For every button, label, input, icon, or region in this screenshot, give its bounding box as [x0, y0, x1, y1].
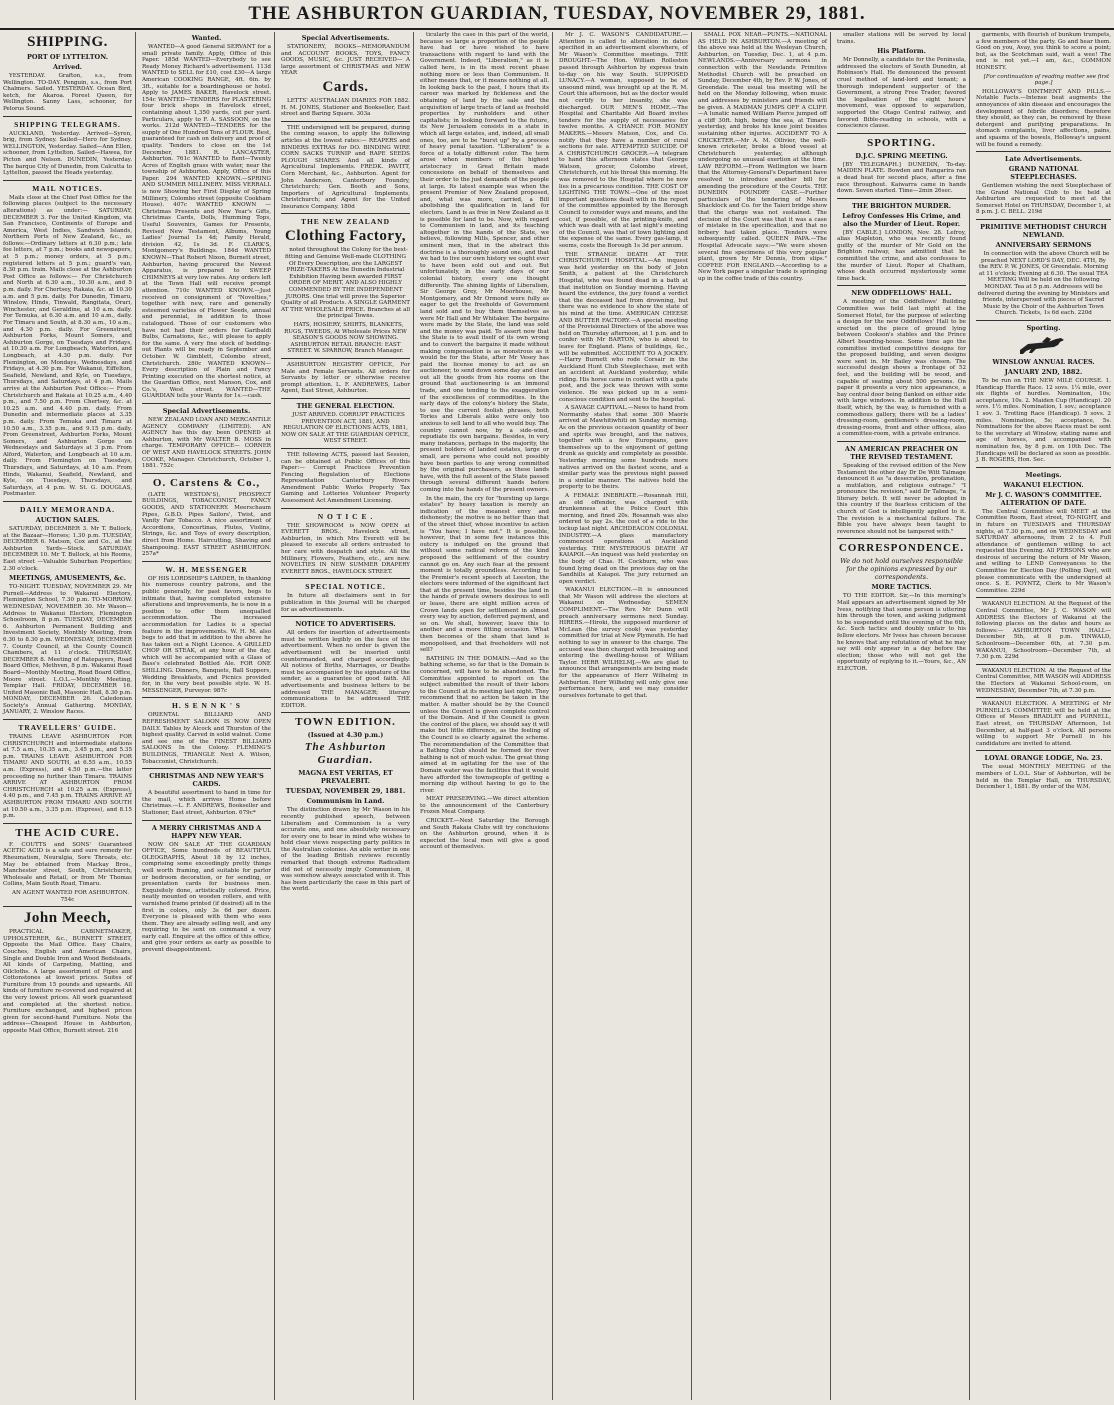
daily-memoranda-heading: DAILY MEMORANDA. — [19, 505, 116, 515]
general-election-text: JUST ARRIVED. CORRUPT PRACTICES PREVENTION ACT, 1881, AND REGULATION OF ELECTIONS ACTS, 1881, NOW ON SALE AT THE GUARDIAN OFFICE, WEST STREET. — [281, 411, 410, 445]
shipping-telegrams-text: AUCKLAND, Yesterday. Arrived—Syren, brig, from Sydney. Sailed—Hero for Sydney. WELLINGTON, Yesterday. Sailed—Ann Ellen, schooner, from Lyttelton. Sailed—Hawea, for Picton and Nelson. DUNEDIN, Yesterday. The barque City of Dunedin, from Calcutta to Lyttelton, passed the Heads yesterday. — [3, 130, 132, 177]
divider — [281, 398, 410, 399]
more-tactics-heading: MORE TACTICS. — [871, 583, 932, 592]
divider — [3, 180, 132, 181]
divider — [976, 597, 1111, 598]
divider — [281, 578, 410, 579]
column-1 — [0, 32, 136, 1400]
special-ads-heading: Special Advertisements. — [162, 407, 251, 416]
merry-christmas-heading: A MERRY CHRISTMAS AND A HAPPY NEW YEAR. — [151, 823, 262, 840]
editorial-continued: ticularly the case in this part of the world, because so large a proportion of the people have had or have wished to have transactions with regard to land with the Government. Indeed, "Liberalism," as it is called here, is in its most recent phase nothing more or less than Communism. It either means that, or it means nothing at all. In looking back to the past, I hours that its career was marked by fickleness and the obtaining of land by the sale and the acquisition of large tracts of land as freehold properties by runholders and other capitalists; in looking forward to the future, its New Jerusalem consists in a state in which all large estates, and, indeed, all small ones, too, are to be "burst up" by a process of heavy penal taxation. "Liberalism" is a force of a totally different color. The term arose when members of the highest aristocracy in Great Britain made concessions on behalf of themselves and their order to the just demands of the people at large. Its latest example was when the present Premier of New Zealand proposed, and, what was more, carried, a Bill abolishing the qualification in land for electors. Land is as free in New Zealand as it is possible for land to be. Now, with regard to Communism in land, and its teaching altogether in the hands of the State, we believe, following Mills, Spencer, and other eminent men, that in the abstract this doctrine is a thoroughly sound one, and that we had to live our own history we ought ever to have been sold out and out. But unfortunately, in the early days of our colonial history, every one thought differently. The shining lights of Liberalism, Sir George Grey, Mr Moorhouse, Mr Montgomery, and Mr Ormond were fully as eager to get the freeholds of Government land sold and to buy them themselves as were Mr Hall and Mr Whitaker. The bargains were made by the State, the land was sold and the money was paid. To assert now that the State is to avail itself of its own wrong and to convert the bargains it made without making compensation is as monstrous as it would be for the State, after Mr Vesey has paid the license money to act as an auctioneer, to send down some day and clear out all the goods from his rooms on the ground that auctioneering is an immoral trade, and one tending to the exaggeration of the excellences of commodities. In the early days of the colony's history the State, to use the current foolish phrases, both Tories and Liberals alike were only too anxious to sell land to all who would buy. The country cannot now, by a side-wind, repudiate its own bargains. Besides, in very many instances, perhaps in the majority, the present holders of landed estates, large or small, are persons who could not possibly have been parties to any wrong committed by the original purchasers, as these lands have, with the full assent of the State passed through several different hands before coming into the hands of the present owners. — [420, 32, 549, 493]
winslow-text: To be run on THE NEW MILE COURSE. 1. Handicap Hurdle Race. 12 sovs. 1¼ mile, over six flights of hurdles. Nomination, 10s; acceptance, 10s. 2. Maiden Cup (Handicap). 20 sovs. 1½ miles. Nomination, 1 sov.; acceptance 1 sov. 3. Trotting Race (Handicap). 5 sovs. 2 miles. Nomination, 5s; acceptance, 5s. Nominations for the above Races must be sent to the secretary at Winslow, stating name and age of horses, and accompanied with nomination fee, by 8 p.m. on 10th Dec. The Handicaps will be declared as soon as possible. J. B. ROGERS, Hon. Sec. — [976, 378, 1111, 464]
wanted-heading: Wanted. — [191, 34, 222, 42]
orange-lodge-heading: LOYAL ORANGE LODGE, No. 23. — [984, 754, 1103, 763]
column-2 — [139, 32, 275, 1400]
messenger-heading: W. H. MESSENGER — [165, 564, 248, 574]
wason-wakanui-text: WAKANUI ELECTION. At the Request of the Central Committee, MR WASON will ADDRESS the Electors at Wakanui School-room, on WEDNESDAY, December 7th, at 7.30 p.m. — [976, 667, 1111, 694]
oddfellows-heading: NEW ODDFELLOWS' HALL. — [851, 289, 952, 298]
continuation-note: [For continuation of reading matter see first page.] — [983, 73, 1110, 87]
guardian-title: The Ashburton Guardian. — [304, 741, 387, 767]
travellers-guide-heading: TRAVELLERS' GUIDE. — [18, 723, 117, 733]
clothing-goods-text: HATS, HOSIERY, SHIRTS, BLANKETS, RUGS, TWEEDS, At Wholesale Prices NEW SEASON'S GOODS NOW SHOWING. ASHBURTON RETAIL BRANCH: EAST STREET. W. SPARROW, Branch Manager. — [284, 322, 407, 355]
clothing-factory-text: noted throughout the Colony for the best-fitting and Genuine Well-made CLOTHING Of Every Description, are the LARGEST PRIZE-TAKERS At the Dunedin Industrial Exhibition Having been awarded FIRST ORDER OF MERIT, AND ALSO HIGHLY COMMENDED BY THE INDEPENDENT JURORS. One trial will prove the Superior Quality of all Products. A SINGLE GARMENT AT THE WHOLESALE PRICE. Branches at all the principal Towns. — [281, 247, 410, 320]
sporting-heading: SPORTING. — [867, 136, 936, 149]
column-8 — [973, 32, 1114, 1400]
divider — [837, 198, 966, 199]
divider — [976, 697, 1111, 698]
acid-cure-text: F. COUTTS and SONS' Guaranteed ACETIC ACID is a safe and sure remedy for Rheumatism, Neuralgia, Sore Throats, etc. May be obtained from Mackay Bros., Manchester street, South, Christchurch, Wholesale and Retail, or from Mr Thomas Collins, Main South Road, Timaru. — [3, 841, 132, 888]
orange-lodge-text: The usual MONTHLY MEETING of the members of L.O.L. Star of Ashburton, will be held in the Templar Hall, on THURSDAY, December 1, 1881. By order of the W.M. — [976, 764, 1111, 791]
notice-to-advertisers-heading: NOTICE TO ADVERTISERS. — [295, 620, 396, 629]
shipping-heading: SHIPPING. — [27, 34, 108, 50]
divider — [837, 441, 966, 442]
arrived-heading: Arrived. — [52, 63, 83, 71]
agent-wanted-text: AN AGENT WANTED FOR ASHBURTON. 754c — [12, 889, 129, 903]
pavitt-text: THE undersigned will be prepared, during the coming season, to apply the following articles at the lowest rates:— REAPERS and BINDERS EXTRAS for DO. BINDING WIRE CORN SACKS TURNIP and RAPE SEEDS PLOUGH SHARES And all kinds of Agricultural Implements. FREDK. PAVITT, Corn Merchant, &c., Ashburton. Agent for John Anderson, Canterbury Foundry, Christchurch; Gen. Booth and Sons, Importers of Agricultural Implements, Christchurch; and Agent for the United Insurance Company. 180d — [281, 124, 410, 210]
clothing-factory-heading: Clothing Factory, — [285, 228, 406, 245]
column-4 — [417, 32, 553, 1400]
wason-committee-heading: Mr J. C. WASON'S COMMITTEE. ALTERATION OF DATE. — [985, 490, 1102, 507]
divider — [142, 561, 271, 562]
notice-heading: N O T I C E . — [317, 511, 374, 521]
loan-agency-text: NEW ZEALAND LOAN AND MERCANTILE AGENCY COMPANY (LIMITED). AN AGENCY has this day been OPENED at Ashburton, with Mr WALTER B. MOSS in charge. TEMPORARY OFFICE— CORNER OF WEST AND HAVELOCK STREETS. JOHN COOKE, Manager. Christchurch, October 1, 1881. 752c — [142, 417, 271, 470]
correspondence-disclaimer: We do not hold ourselves responsible for the opinions expressed by our correspondents. — [840, 557, 963, 582]
messenger-text: OF HIS LORDSHIP'S LARDER, In thanking his numerous country patrons, and the public generally, for past favors, begs to intimate that, having completed extensive alterations and improvements, he is now in a position to offer them unequalled accommodation. The increased accommodation for Ladies is a special feature in the improvements. W. H. M. also begs to add that in addition to the above he has taken out a Night Licence. A GRILLED CHOP OR STEAK, at any hour of the day, which will be accompanied with a Glass of Bass's celebrated Bottled Ale. FOR ONE SHILLING. Dinners, Banquets, Ball Suppers, Wedding Breakfasts, and Picnics provided for, in the very best possible style. W. H. MESSENGER, Purveyor. 987c — [142, 575, 271, 694]
special-ads-heading-2: Special Advertisements. — [301, 34, 390, 42]
local-news-2: THE STRANGE DEATH AT THE CHRISTCHURCH HOSPITAL.—An inquest was held yesterday on the body of John Smith, a patient at the Christchurch Hospital, who was found dead in a bath at that institution on Sunday morning. Having heard the evidence, the jury found a verdict that the deceased had from drowning, but there was no evidence to show the state of his mind at the time. AMERICAN CHEESE AND BUTTER FACTORY.—A special meeting of the Provisional Directors of the above was held on Thursday afternoon, at 1 p.m. and to confer with Mr BARTON, who is about to leave for England. Plans of buildings, &c., will be submitted. ACCIDENT TO A JOCKEY.—Harry Burnett who rode Corsair in the Auckland Hunt Club Steeplechase, met with an accident at Auckland yesterday, while riding. His horse came in contact with a gate post, and the jock was thrown with some violence. He was picked up in a semi-conscious condition and sent to the hospital. — [559, 251, 688, 403]
divider — [976, 151, 1111, 152]
sporting-heading-2: Sporting. — [1026, 324, 1061, 332]
meetings-heading-2: Meetings. — [1025, 470, 1062, 479]
communism-heading: Communism in Land. — [306, 797, 385, 806]
meetings-heading: MEETINGS, AMUSEMENTS, &c. — [8, 574, 127, 583]
divider — [837, 133, 966, 134]
divider — [976, 664, 1111, 665]
wason-address-text: WAKANUI ELECTION. At the Request of the Central Committee, Mr J. C. WASON will ADDRESS the Electors of Wakanui at the following places on the dates and hours as follows:— ASHBURTON TOWN HALL—December 5th, at 8 p.m. TINWALD, Schoolroom—December 6th, at 7.30 p.m. WAKANUI, Schoolroom—December 7th, at 7.30 p.m. 229d — [976, 601, 1111, 661]
djc-heading: D.J.C. SPRING MEETING. — [855, 151, 948, 160]
column-3 — [278, 32, 414, 1400]
divider — [142, 768, 271, 769]
divider — [142, 403, 271, 404]
letter-continued: garments, with flourish of bunkum trumpets, a few members of the party. Go and hear them. Good on you, Avay, you think to score a point; but, as the Scotchman said, wait a wee! The end is not yet.—I am, &c., COMMON HONESTY. — [976, 32, 1111, 71]
acid-cure-heading: THE ACID CURE. — [15, 826, 120, 839]
special-notice-text: In future all disclaimers sent in for publication in this Journal will be charged for as advertisements. — [281, 593, 410, 613]
notice-to-advertisers-text: All orders for insertion of advertisements must be written legibly on the face of the advertisement. When no order is given the advertisement will be inserted until countermanded, and charged accordingly. All notices of Births, Marriages, or Deaths must be accompanied by the signature of the sender, as a guarantee of good faith. All advertisements and business letters to be addressed THE MANAGER; literary communications to be addressed THE EDITOR. — [281, 630, 410, 709]
divider — [281, 712, 410, 713]
senn-text: ORIENTAL BILLIARD AND REFRESHMENT SALOON IS NOW OPEN DAILY. Tables by Alcock and Thurston of the highest quality. Carved in solid walnut. Come and see one of the FINEST BILLIARD SALOONS In the Colony. FLEMING'S BUILDINGS, TRIANGLE Next A. Wilson, Tobacconist, Christchurch. — [142, 712, 271, 765]
divider — [142, 820, 271, 821]
divider — [976, 467, 1111, 468]
sporting-text: [BY TELEGRAPH.] DUNEDIN, To-day. MAIDEN PLATE. Bowden and Rangarira ran a dead heat for second place, after a fine race throughout. Kaiwarra came in hands down. Seven started. Time—2min 26sec. — [837, 161, 966, 195]
brighton-heading: THE BRIGHTON MURDER. — [851, 201, 952, 210]
divider — [837, 285, 966, 286]
divider — [3, 719, 132, 720]
wakanui-heading: WAKANUI ELECTION. — [1003, 480, 1084, 489]
divider — [281, 358, 410, 359]
issue-date: TUESDAY, NOVEMBER 29, 1881. — [285, 787, 406, 796]
local-news-3: A SAVAGE CAPTIVAL.—News to hand from Normanby states that some 300 Maoris arrived at Mawhitiwhiti on Sunday morning. As on the previous occasion quantity of beer and spirits was brought, and the natives, together with a few Europeans, gave themselves up to the enjoyment of getting drunk as quickly and completely as possible. Yesterday morning some hundreds more natives arrived on the fastest scene, and a similar party was the previous night passed in a similar manner. The natives hold the property to be theirs. — [559, 405, 688, 491]
christmas-cards-heading: CHRISTMAS AND NEW YEAR'S CARDS. — [149, 772, 264, 789]
nz-heading: THE NEW ZEALAND — [300, 217, 391, 227]
divider — [281, 213, 410, 214]
port-heading: PORT OF LYTTELTON. — [27, 53, 108, 61]
column-6 — [695, 32, 831, 1400]
local-news-5: WAKANUI ELECTION.—It is announced that Mr Wason will address the electors at Wakanui on Wednesday. SEMEN COMPLIMENT.—The Rev. Mr Dunn will preach anniversary sermons next Sunday. HIRERS.—Hiroki, the supposed murderer of McLean (the survey cook) was yesterday committed for trial at New Plymouth. He had nothing to say in answer to the charge. The accused was then charged with breaking and entering the dwelling-house of William Taylor. HERR WILHELMJ.—We are glad to announce that arrangements are being made for the appearance of Herr Wilhelmj in Ashburton. Herr Wilhelmj will only give one performance here, and we may consider ourselves fortunate to get that. — [559, 587, 688, 699]
racehorse-icon — [1014, 334, 1074, 356]
oddfellows-text: A meeting of the Oddfellows' Building Committee was held last night at the Somerset Hotel, for the purpose of selecting a design for the new Oddfellows' Hall to be erected on the piece of ground lying between Cookson's stables and the Prince Albert boarding-house. Some time ago the committee invited competitive designs for the proposed building, and seven designs were sent in. Mr Bailey was chosen. The successful design shows a frontage of 52 feet, and the building will be wood, and capable of seating about 500 persons. On paper it presents a very nice appearance, a bay central door being flanked on either side with large windows. In addition to the Hall itself, which, by the way, is furnished with a commodious gallery, there will be a ladies' dressing-room, gentlemen's dressing-room, dressing-rooms, front and other offices, also a committee-room, with a private entrance. — [837, 299, 966, 438]
local-news-1: Mr J. C. WASON'S CANDIDATURE.—Attention is called to alteration in dates specified in an advertisement elsewhere, of Mr Wason's Committee meetings. THE DROUGHT.—The Hon. William Rolleston passed through Ashburton by express train to-day on his way South. SUPPOSED LUNACY.—A woman, supposed to be of unsound mind, was brought up at the R. M. Court this afternoon, but as the doctor would not certify to her insanity, she was discharged. OUR MEN'S HOME.—The Hospital and Charitable Aid Board invites tenders for the supply of necessaries for twelve months. A CHANCE FOR MONEY MAKERS.—Messrs Matson, Cox, and Co. notify that they have a number of rural sections for sale. ATTEMPTED SUICIDE OF A CHRISTCHURCH GROCER.—A telegram to hand this afternoon states that George Watson, grocer, Colombo street, Christchurch, cut his throat this morning. He was removed to the Hospital where he now lies in a precarious condition. THE COST OF LIGHTING THE TOWN.—One of the most important questions dealt with in the report of the committee appointed by the Borough Council to consider ways and means, and the cost, if possible, of the printing-knife, and which was dealt with at last night's meeting of the Council, was that of town lighting and the expense of the same. Every gas-lamp, it seems, costs the Borough 1s 3d per annum. — [559, 32, 688, 249]
john-meech-text: PRACTICAL CABINETMAKER, UPHOLSTERER, &c., BURNETT STREET, Opposite the Mail Office. Easy Chairs, Couches, English and American Chairs, Single and Double Iron and Wood Bedsteads. All kinds of Carpeting, Matting, and Oilcloths. A large assortment of Pipes and Cottonstones at lowest prices. Suites of Furniture from 15 pounds and upwards. All kinds of furniture re-covered and repaired at the very lowest prices. All work guaranteed and completed at the shortest notice. Furniture exchanged, and highest prices given for second-hand Furniture. Note the address—Cheapest House in Ashburton, opposite Mail Office, Burnett street. 216 — [3, 929, 132, 1035]
divider — [281, 448, 410, 449]
editorial-text: The distinction drawn by Mr Wason in his recently published speech, between Liberalism and Communism is a very accurate one, and one absolutely necessary for every one to bear in mind who wishes to hold clear views respecting party politics in the Australian colonies. An able writer in one of the leading British reviews recently remarked that though extreme Radicalism did not of necessity imply Communism, it was somehow always associated with it. This has been particularly the case in this part of the world. — [281, 807, 410, 893]
steeplechase-heading: GRAND NATIONAL STEEPLECHASES. — [1008, 165, 1079, 182]
general-election-heading: THE GENERAL ELECTION. — [296, 401, 395, 410]
carstens-text: (LATE WESTON'S), PROSPECT BUILDINGS, TOBACCONIST, FANCY GOODS, AND STATIONERY. Meerschaum Pipes, G.B.D. Pipes Sailors', Twist, and Vanity Fair Tobacco. A nice assortment of Accordions, Concertinas, Flutes, Violins, Strings, &c. and Toys of every description, direct from Home. Haircutting, Shaving and Shampooing. EAST STREET ASHBURTON. 257a* — [142, 491, 271, 558]
purnell-text: WAKANUI ELECTION. A MEETING of Mr PURNELL'S COMMITTEE will be held at the Offices of Messrs BRADLEY and PURNELL, East street, on THURSDAY Afternoon, 1st December, at half-past 3 o'clock. All persons willing to support Mr Purnell in his candidature are invited to attend. — [976, 701, 1111, 747]
steeplechase-text: Gentlemen wishing the next Steeplechase of the Grand National Club to be held at Ashburton are requested to meet at the Somerset Hotel on THURSDAY, December 1, at 8 p.m. J. C. BELL. 219d — [976, 183, 1111, 216]
correspondence-text: TO THE EDITOR. Sir,—In this morning's Mail appears an advertisement signed by Mr Ivess, notifying that some person is uttering him through the town, and asking judgment to be suspended until the evening of the 6th, &c. Such tactics and doubly unfair to his fellow electors. Mr Ivess has chosen because he knows that any refutation of what he may say will only appear in a day before the election; those who will not get the opportunity of replying to it.—Yours, &c., AN ELECTOR. — [837, 593, 966, 672]
divider — [281, 508, 410, 509]
divider — [3, 116, 132, 117]
correspondence-heading: CORRESPONDENCE. — [838, 542, 965, 555]
column-5 — [556, 32, 692, 1400]
divider — [3, 823, 132, 824]
divider — [142, 473, 271, 474]
divider — [976, 750, 1111, 751]
auction-sales-text: SATURDAY, DECEMBER 3. Mr T. Bullock, at the Bazaar—Horses; 1.30 p.m. TUESDAY, DECEMBER 6. Matson, Cox and Co., at the Ashburton Yards—Stock. SATURDAY, DECEMBER 10. Mr T. Bullock, at his Rooms, East street —Valuable Suburban Properties; 2.30 o'clock. — [3, 526, 132, 572]
cricket-text: CRICKET.—Next Saturday the Borough and South Rakaia Clubs will try conclusions on the Ashburton ground, when it is expected the local men will give a good account of themselves. — [420, 818, 549, 851]
stationery-text: STATIONERY, BOOKS—MEMORANDUM and ACCOUNT BOOKS, TOYS, FANCY GOODS, MUSIC, &c. JUST RECEIVED— A large assortment of CHRISTMAS and NEW YEAR — [281, 44, 410, 77]
meat-preserving-text: MEAT PRESERVING.—We direct attention to the announcement of the Canterbury Frozen Meat Company. — [420, 796, 549, 816]
meetings-text: TO-NIGHT. TUESDAY, NOVEMBER 29. Mr Purnell—Address to Wakanui Electors, Flemington School, 7.30 p.m. TO-MORROW. WEDNESDAY, NOVEMBER 30. Mr Wason—Address to Wakanui Electors, Flemington Schoolroom, 8 p.m. TUESDAY, DECEMBER 6. Ashburton Permanent Building and Investment Society, Monthly Meeting, from 6.30 to 8.30 p.m. WEDNESDAY, DECEMBER 7. County Council, at the County Council Chambers, at 11 o'clock. THURSDAY, DECEMBER 8. Meeting of Ratepayers, Road Board Office, Methven, 8 p.m. Wakanui Road Board—Monthly Meeting, Road Board Office, Moore street. L.O.L.—Monthly Meeting, Templar Hall. FRIDAY, DECEMBER 16. United Masonic Ball, Masonic Hall, 8.30 p.m. MONDAY, DECEMBER 26. Caledonian Society's Annual Gathering. MONDAY, JANUARY, 2. Winslow Races. — [3, 584, 132, 716]
masthead — [0, 0, 1114, 30]
wason-committee-text: The Central Committee will MEET at the Committee Room, East street, TO-NIGHT, and in future on TUESDAYS and THURSDAY nights, at 7.30 p.m., and on WEDNESDAY and SATURDAY afternoons, from 2 to 4. Full attendance of gentlemen willing to act requested this Evening. All PERSONS who are desirous of securing the return of Mr Wason, and willing to LEND Conveyances to the Committee for Election Day (Polling Day), will please communicate with the undersigned at once. S. E. POYNTZ, Clerk to Mr Wason's Committee. 229d — [976, 508, 1111, 594]
bathing-text: BATHING IN THE DOMAIN.—And so the bathing scheme, so far that is the Domain is concerned, will have to be abandoned. The Committee appointed to report on the subject submitted the result of their labors to the Council at its meeting last night. They recommend that no action be taken in the matter. A matter should be by the Council unless the Council is given complete control of the Domain. And if the Council is given the control of the place, we should say it will make but little difference, as the feeling of the Council is so clearly against the scheme. The recommendation of the Committee that a Bathing Club should be formed for river bathing is not of much value. The great thing aimed at in agitating for the use of the Domain water was the facilities that it would have afforded the townspeople of getting a morning dip without having to go to the river. — [420, 655, 549, 794]
preacher-text: Speaking of the revised edition of the New Testament the other day Dr De Witt Talmage denounced it as "a desecration, profanation, a mutilation, and religious outrage." "I pronounce the revision," said Dr Talmage, "a literary botch. It will never be adopted in this country if the fearless criticism of the church of God is intelligently applied to it. The revision is a mechanical failure. The Bible you have always been taught to reverence should not be tampered with." — [837, 462, 966, 535]
wanted-text: WANTED—A good General SERVANT for a small private family. Apply, Office of this Paper. 185d WANTED—Everybody to see Ready Money Richard's advertisement. 113d WANTED to SELL for £10, cost £30—A large American COOKING RANGE, 4ft. 6in. by 3ft., suitable for a boardinghouse or hotel. Apply to JAMES BAKER, Havelock street. 154c WANTED—TENDERS for PLASTERING four brick shops in Havelock street, containing about 1,350 yards, cut per yard. Particulars, apply to F. A. SASSOON, on the works. 212d WANTED—TENDERS for the supply of One Hundred Tons of FLOUR. Best, guaranteed for cash on delivery and proof of quality. Tenders to close on the 1st December, 1881. R. LANCASTER, Ashburton. 761c WANTED to Rent—Twenty Acres of English grass with water, near the township of Ashburton. Apply, Office of this Paper. 294 WANTED KNOWN.—SPRING AND SUMMER MILLINERY. MISS VERRALL is now Showing her First Display of Spring Millinery, Colombo street (opposite Cookham House). 407c WANTED KNOWN — Christmas Presents and New Year's Gifts, Christmas Cards, Dolls, Humming Tops, Useful Souvenirs, Games for Presents, Revised New Testament, Albums, Young Ladies' Journal 1s 4d; Family Herald, division 42, 1s 3d. F. CLARK'S, Montgomery's Buildings. 184d WANTED KNOWN—That Robert Nixon, Burnett street, Ashburton, having procured the Newest Apparatus, is prepared to SWEEP CHIMNEYS at very low rates. Any orders left at the Town Hall will receive prompt attention. 710c WANTED KNOWN.—Just received on consignment of "Novelties," together with new, rare and generally esteemed varieties of Flower Seeds, annual and perennial, in addition to those catalogued. Those of our customers who have not had their orders for Garibaldi Bulbs, Carnations, &c., will please to apply for the same. A very fine stock of bedding-out Plants will be ready in September and October. W. Gimblett, Colombo street, Christchurch. 280c WANTED KNOWN—Every description of Plain and Fancy Printing executed on the shortest notice, at the Guardian Office, next Manson, Cox, and Co.'s, West street. WANTED—THE GUARDIAN tells your Wants for 1s.—cash. — [142, 44, 271, 400]
carstens-heading: O. Carstens & Co., — [152, 476, 261, 489]
christmas-cards-text: A beautiful assortment to hand in time for the mail, which arrives Home before Christmas.—L. F. ANDREWS, Bookseller and Stationer, East street, Ashburton. 679c* — [142, 790, 271, 816]
everett-text: THE SHOWROOM is NOW OPEN at EVERETT BROS., Havelock street, Ashburton, in which Mrs Everett will be pleased to execute all orders entrusted to her care with despatch and style. All the Millinery, Flowers, Feathers, etc., are new. NOVELTIES IN NEW SUMMER DRAPERY EVERETT BROS., HAVELOCK STREET. — [281, 522, 410, 575]
winslow-heading: WINSLOW ANNUAL RACES. — [992, 358, 1095, 366]
brighton-subheading: Lefroy Confesses His Crime, and also the Murder of Lieut. Roper. — [842, 211, 961, 228]
late-ads-heading: Late Advertisements. — [1004, 155, 1083, 164]
town-edition-time: (Issued at 4.30 p.m.) — [307, 731, 384, 740]
divider — [281, 121, 410, 122]
acts-text: THE following ACTS, passed last Session, can be obtained at Public Offices of this Paper:— Corrupt Practices Prevention Fencing Regulation of Elections Representation Canterbury Rivers Amendment Public Works Property Tax Gaming and Lotteries Volunteer Property Assessment Act Amendment Licensing. — [281, 451, 410, 505]
divider — [3, 906, 132, 907]
special-notice-heading: SPECIAL NOTICE. — [305, 582, 386, 592]
motto: MAGNA EST VERITAS, ET PREVALEBIT. — [298, 769, 393, 786]
mail-notices-heading: MAIL NOTICES. — [32, 183, 103, 193]
senn-heading: H. S E N N K ' S — [172, 701, 241, 711]
anniversary-text: In connection with the above Church will be preached NEXT LORD'S DAY, DEC. 4TH, By the REV. P. W. JONES, Of Greendale. Morning at 11 o'clock; Evening at 6.30. The usual TEA MEETING Will be held on the following MONDAY. Tea at 5 p.m. Addresses will be delivered during the evening by Ministers and friends, interspersed with pieces of Sacred Music by the Choir of the Ashburton Town Church. Tickets, 1s 6d each. 220d — [977, 251, 1110, 317]
oleographs-text: NOW ON SALE AT THE GUARDIAN OFFICE, Some hundreds of BEAUTIFUL OLEOGRAPHS, About 18 by 12 inches, comprising some exceedingly pretty things well worth framing, and suitable for parlor or bedroom decoration, or for sending, or presentation cards for business men. Exquisitely done, artistically colored. Price, neatly mounted on wooden rollers, and with varnished frame printed (if desired) all in the first in colors, only 3s 6d per dozen. Everyone is pleased with them who sees them. They are already selling well, and any requiring to be sent on command a very early call. Enquire at the office of this office, and give your orders as early as possible to prevent disappointment. — [142, 841, 271, 954]
column-7 — [834, 32, 970, 1400]
registry-office-text: ASHBURTON REGISTRY OFFICE, For Male and Female Servants. All orders for Servants by letter or otherwise receive prompt attention. L. F. ANDREWES, Labor Agent, East Street, Ashburton. — [281, 361, 410, 395]
divider — [3, 501, 132, 502]
local-news-6: SMALL POX NEAR—PUNTS.—NATIONAL AS HELD IN ASHBURTON.—A meeting of the above was held at the Wesleyan Church, Ashburton, on Tuesday, Dec. 1, at 4 p.m. NEWLANDS.—Anniversary sermons in connection with the Newlands Primitive Methodist Church will be preached on Sunday, December 4th, by Rev. P. W. Jones, of Greendale. The usual tea meeting will be held on the Monday following, when music and addresses by ministers and friends will be given. A MADMAN JUMPS OFF A CLIFF.—A lunatic named William Pierce jumped off a cliff 30ft. high, being the sea, at Timaru yesterday, and broke his knee joint besides sustaining other injuries. ACCIDENT TO A CRICKETER.—Mr A. M. Ollivier, the well-known cricketer, broke a blood vessel at Christchurch yesterday, although undergoing no unusual exertion at the time. LAW REFORM.—From Wellington we learn that the Attorney-General's Department have resolved to introduce another bill for amending the procedure of the Courts. THE DUNEDIN FOUNDRY CASE.—Further particulars of the tendering of Messrs Shacklock and Co. for the Taieri bridge show that the charge was not sustained. The decision of the Court was that it was a case of mistake in the specification, and that no bribery had taken place. Tenders were subsequently called. QUEEN PAPA.—The Hospital Advocate says:—"We were shown several fine specimens of this very popular plant, grown by Mr Dennis, from slips." COFFEE FOR ENGLAND.—According to a New York paper a singular trade is springing up in the coffee trade of this country. — [698, 32, 827, 282]
divider — [837, 538, 966, 539]
cards-heading: Cards. — [322, 78, 369, 95]
masthead-title: THE ASHBURTON GUARDIAN, TUESDAY, NOVEMBER 29, 1881. — [248, 3, 866, 24]
shipping-text: YESTERDAY. Grafton, s.s., from Wellington. TO-DAY. Penguin, s.s., from Port Chalmers. Sailed. YESTERDAY. Ocean Bird, ketch, for Akaroa. Forest Queen, for Wellington. Sanny Lass, schooner, for Pelorus Sound. — [3, 73, 132, 112]
winslow-date: JANUARY 2ND, 1882. — [1004, 368, 1083, 376]
divider — [976, 320, 1111, 321]
platform-heading: His Platform. — [877, 47, 926, 56]
stations-text: smaller stations will be served by local trains. — [837, 32, 966, 45]
travellers-guide-text: TRAINS LEAVE ASHBURTON FOR CHRISTCHURCH and intermediate stations at 7.5 a.m., 10.35 a.m., 3.45 p.m., and 5.35 p.m. TRAINS LEAVE ASHBURTON FOR TIMARU AND SOUTH, at 6.55 a.m., 10.55 a.m. (Express), and 4.50 p.m.—the latter proceeding no further than Timaru. TRAINS ARRIVE AT ASHBURTON FROM CHRISTCHURCH at 10.25 a.m. (Express), 4.40 p.m., and 7.45 p.m. TRAINS ARRIVE AT ASHBURTON FROM TIMARU AND SOUTH at 10.50 a.m., 3.35 p.m. (Express), and 8.15 p.m. — [3, 734, 132, 820]
divider — [976, 219, 1111, 220]
mail-notices-text: Mails close at the Chief Post Office for the following places (subject to the necessary alterations) as under:— SATURDAY, DECEMBER 3. For the United Kingdom, via San Francisco, Continents of Europe and America, West Indies, Sandwich Islands, Northern Ports of New Zealand, &c., as follows:—Ordinary letters at 6.30 p.m.; late fee letters, at 7 p.m.; books and newspapers, at 5 p.m.; money orders, at 5 p.m.; registered letters at 5 p.m.; guard's van, 8.30 p.m. train. Mails close at the Ashburton Post Office as follows:— For Christchurch and North at 6.30 a.m., 10.30 a.m., and 5 p.m. daily. For Chertsey, Rakaia, &c. at 10.30 a.m. and 5 p.m. daily. For Dunedin, Timaru, Winslow, Hinds, Tinwald, Rangitata, Orari, Winchester, and Geraldine, at 10 a.m. daily. For Temuka, at 6.30 a.m. and 10 a.m., daily. For Timaru and South, at 8.30 a.m., 10 a.m., and 4.30 p.m. daily. For Greenstreet, Ashburton Forks, Mount Somers, and Ashburton Gorge, on Tuesdays and Fridays, at 10.30 a.m. For Longbeach, Waterton, and Longbeach, at 4.30 p.m. daily. For Flemington, on Mondays, Wednesdays, and Fridays, at 4.30 p.m. For Wakanui, Eiffelton, Seafield, Newland, and Kyle, on Tuesdays, Thursdays, and Saturdays, at 4 p.m. Mails arrive at the Ashburton Post Office:— From Christchurch and Rakaia at 10.25 a.m., 4.40 p.m., and 7.50 p.m. From Chertsey, &c. at 10.25 a.m. and 4.40 p.m. daily. From Dunedin and intermediate places at 3.35 p.m. daily. From Temuka and Timaru at 10.50 a.m., 3.35 p.m., and 9.15 p.m. daily. From Greenstreet, Ashburton Forks, Mount Somers, and Ashburton Gorge on Wednesdays and Saturdays at 3 p.m. From Alford, Waterton, and Longbeach at 10 a.m. daily. From Flemington on Tuesdays, Thursdays, and Saturdays, at 10 a.m. From Hinds, Wakanui, Seafield, Newland, and Kyle, on Tuesdays, Thursdays, and Saturdays, at 4 p.m. W. St. G. DOUGLAS, Postmaster. — [3, 194, 132, 498]
auction-sales-heading: AUCTION SALES. — [35, 516, 100, 525]
local-news-4: A FEMALE INEBRIATE.—Rosannah Hill, an old offender, was charged with drunkenness at the Police Court this morning, and fined 20s. Rosannah was also ordered to pay 2s. the cost of a ride to the lockup last night. ARCHDEACON COLONIAL INDUSTRY.—A glass manufactory commenced operations at Auckland yesterday. THE MYSTERIOUS DEATH AT KAIAPOI.—An inquest was held yesterday on the body of Chas. H. Cockburn, who was found lying dead on the previous day on the Sandhills at Kaiapoi. The jury returned an open verdict. — [559, 492, 688, 585]
shipping-telegrams-heading: SHIPPING TELEGRAMS. — [14, 119, 121, 129]
holloway-text: HOLLOWAY'S OINTMENT AND PILLS.—Notable Facts.—Intense heat augments the annoyances of skin disease and encourages the development of febrile disorders; therefore they should, as they can, be removed by these detergent and purifying preparations. In stomach complaints, liver affections, pains, and spasms of the bowels, Holloway's unguent will be found a remedy. — [976, 88, 1111, 148]
brighton-text: [BY CABLE.] LONDON, Nov. 28. Lefroy, alias Mapleton, who was recently found guilty of the murder of Mr Gold on the Brighton railway, has admitted that he committed the crime, and also confesses to the murder of Lieut. Roper at Chatham, whose death occurred mysteriously some time back. — [837, 229, 966, 282]
divider — [281, 616, 410, 617]
anniversary-heading: ANNIVERSARY SERMONS — [995, 241, 1092, 250]
primitive-methodist-heading: PRIMITIVE METHODIST CHURCH NEWLAND. — [980, 223, 1107, 240]
letts-diaries-text: LETTS' AUSTRALIAN DIARIES FOR 1882. H. M. JONES, Stationer and Bookseller, East street and Baring Square. 303a — [281, 97, 410, 118]
divider — [142, 697, 271, 698]
john-meech-heading: John Meech, — [23, 910, 112, 927]
editorial-continued-2: In the main, the cry for "bursting up large estates" by heavy taxation is merely an indication of the meanest envy and dishonesty; the motive is no better than that of the street thief, whose incentive to action is "You have; I have not." It is possible, however, that in some few instances this outcry is indulged on the ground that without some radical reform of the kind proposed the settlement of the country cannot go on. Any such fear at the present moment is totally groundless. According to the Premier's recent speech at Leeston, the electors were informed of the significant fact that at the present time, besides the land in the hands of private owners desirous to sell or lease, there are eight million acres of Crown lands open for settlement in almost every way by auction, deferred payment, and so on. We shall, however, leave this to another and a more fitting occasion. What then becomes of the sham that land is monopolised, and that freeholders will not sell? — [420, 495, 549, 654]
preacher-heading: AN AMERICAN PREACHER ON THE REVISED TESTAMENT. — [844, 444, 959, 461]
town-edition-heading: TOWN EDITION. — [295, 716, 396, 729]
platform-text: Mr Donnelly, a candidate for the Peninsula, addressed the electors of South Dunedin, at Robinson's Hall. He denounced the present cruel method of land-lord and tenant; a thorough independent supporter of the Government, a strong Free Trader, favored the legalisation of the eight hours' movement, was opposed to separation, supported the Otago Central railway, and favored Bible-reading in schools, with a conscience clause. — [837, 57, 966, 130]
